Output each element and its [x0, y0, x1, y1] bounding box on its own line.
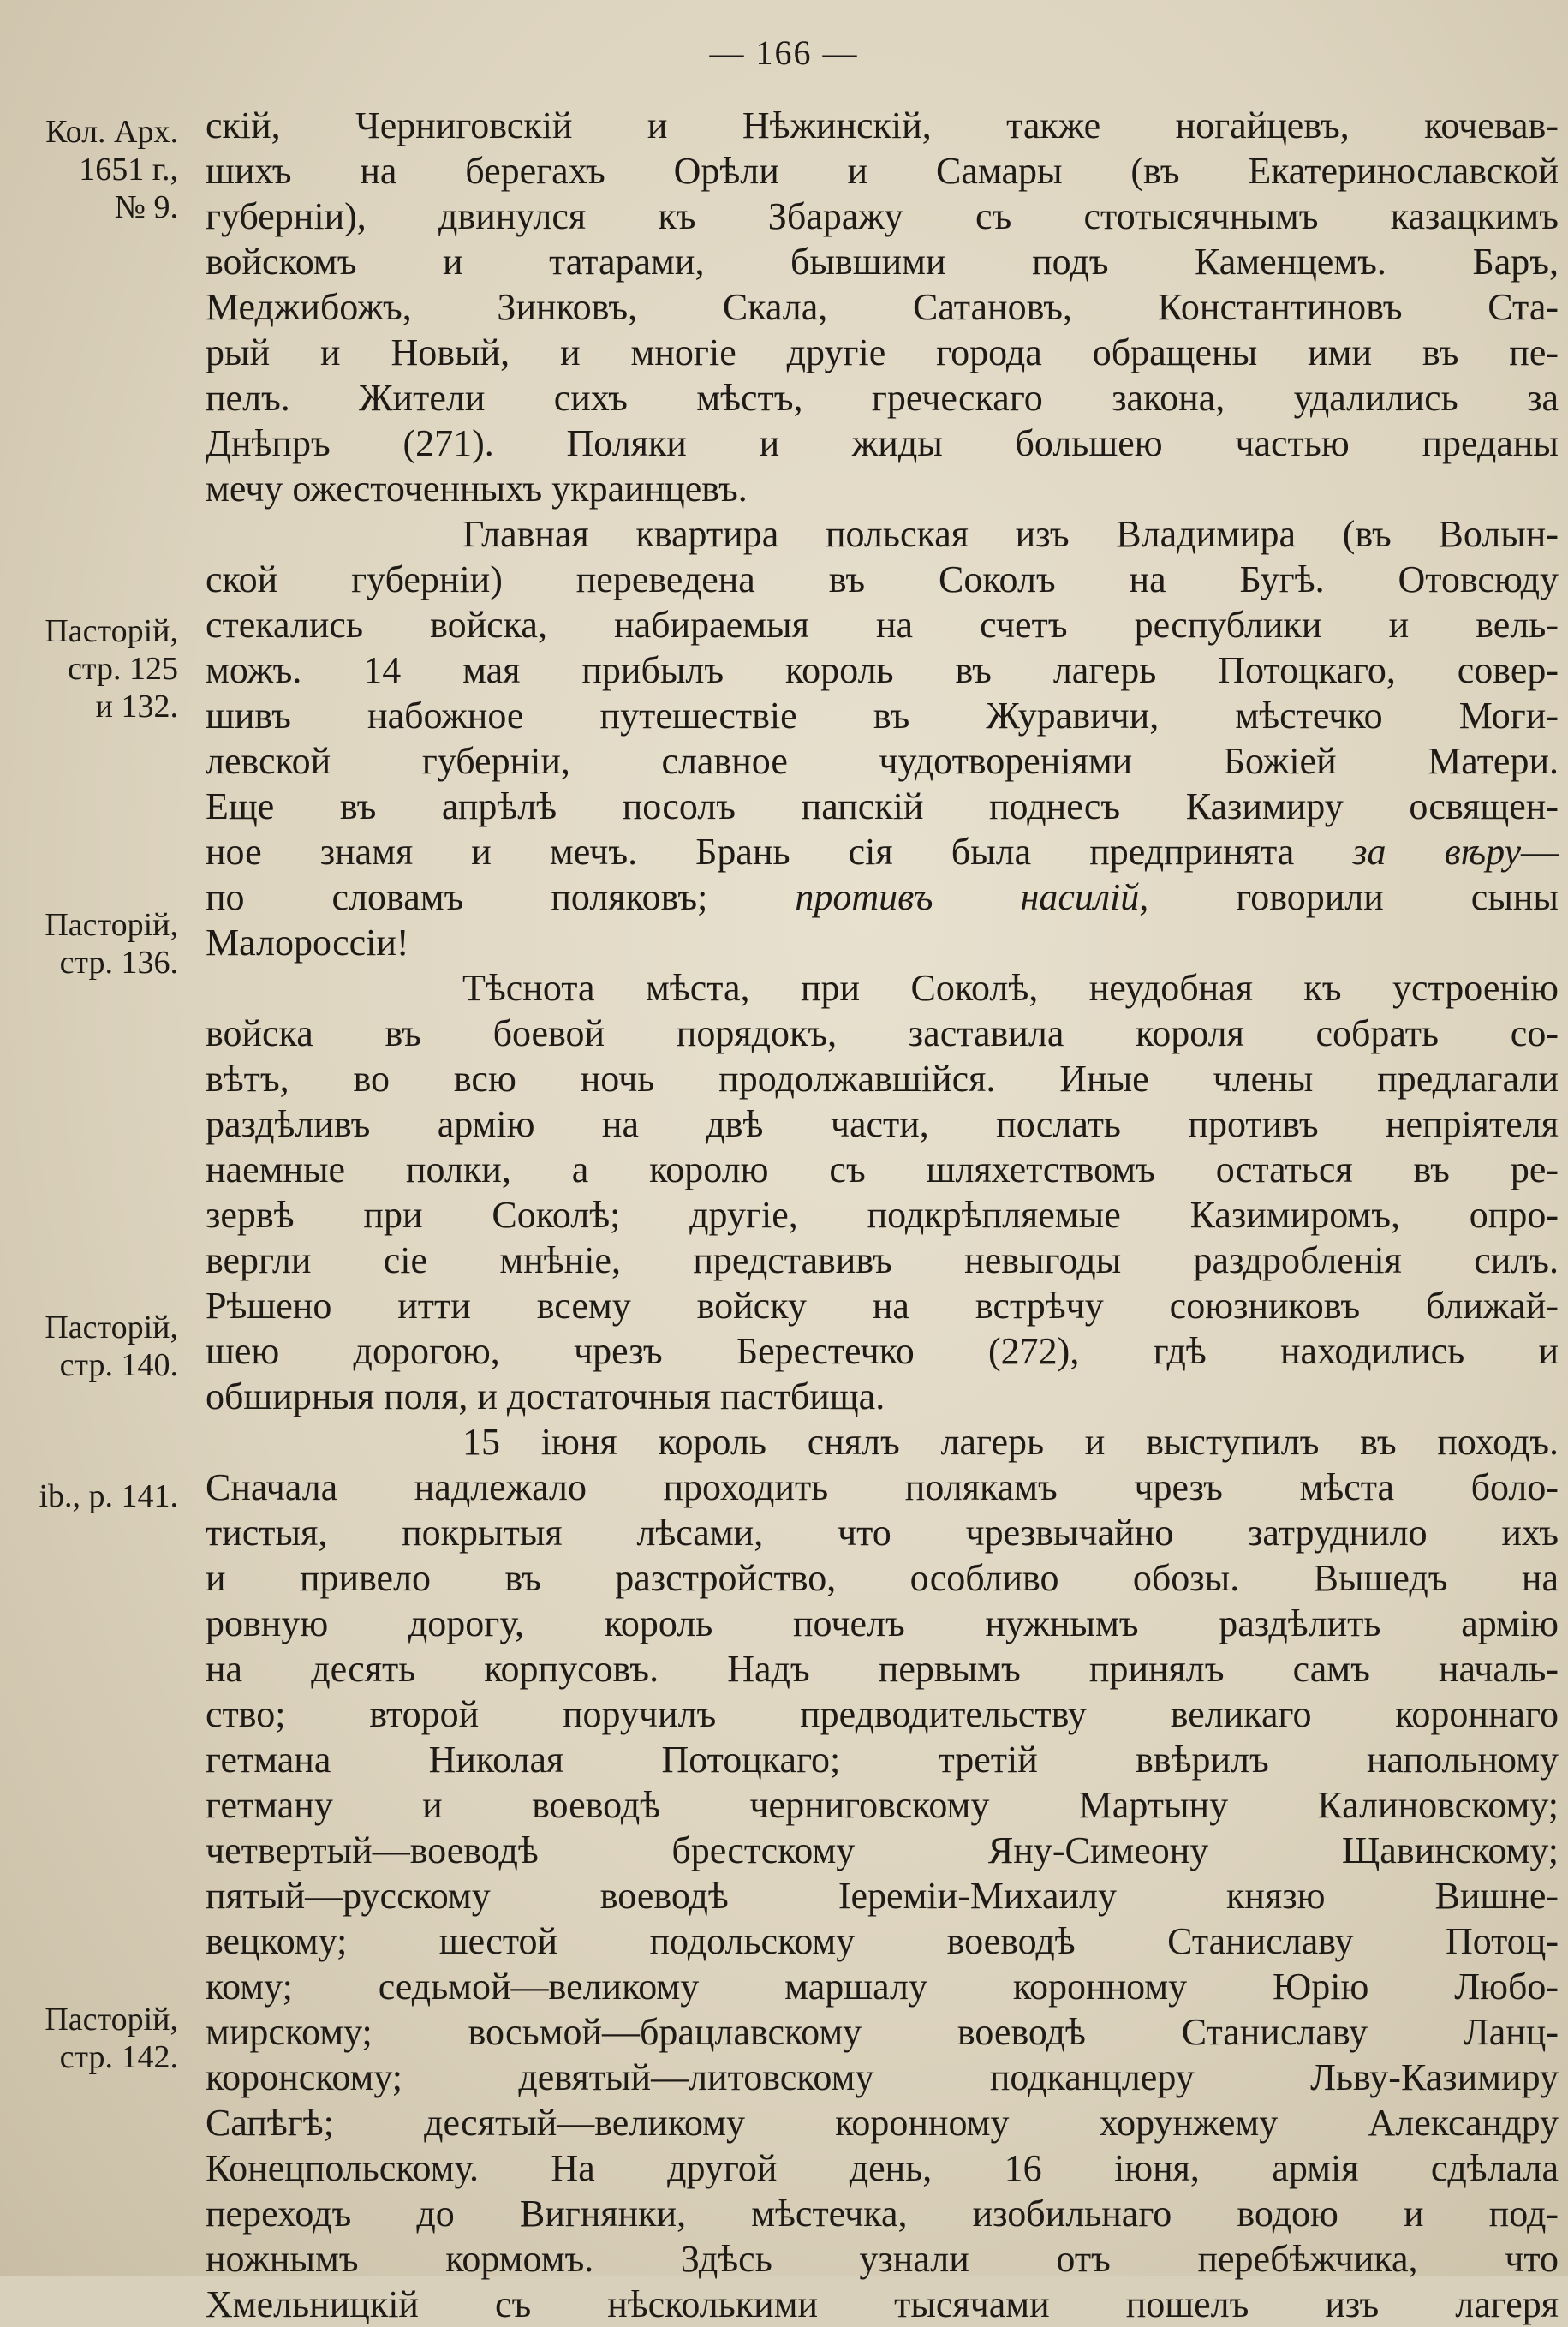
text-line: рый и Новый, и многіе другіе города обращены ими въ пе-	[206, 331, 1559, 373]
text-line: Меджибожъ, Зинковъ, Скала, Сатановъ, Константиновъ Ста-	[206, 286, 1559, 328]
text-line: скій, Черниговскій и Нѣжинскій, также ногайцевъ, кочевав-	[206, 104, 1559, 146]
text-line: тистыя, покрытыя лѣсами, что чрезвычайно затруднило ихъ	[206, 1512, 1559, 1554]
paragraph-2	[206, 511, 1559, 965]
text-line: Конецпольскому. На другой день, 16 іюня, армія сдѣлала	[206, 2147, 1559, 2189]
margin-note-line: Пасторій,	[45, 613, 178, 649]
paragraph-3	[206, 965, 1559, 1419]
text-line: мирскому; восьмой—брацлавскому воеводѣ Станиславу Ланц-	[206, 2011, 1559, 2053]
text-line: пелъ. Жители сихъ мѣстъ, греческаго закона, удалились за	[206, 377, 1559, 419]
text-line: Днѣпръ (271). Поляки и жиды большею частью преданы	[206, 422, 1559, 464]
text-line: вергли сіе мнѣніе, представивъ невыгоды раздробленія силъ.	[206, 1239, 1559, 1281]
text-line: гетмана Николая Потоцкаго; третій ввѣрилъ напольному	[206, 1739, 1559, 1781]
text-line: стекались войска, набираемыя на счетъ республики и вель-	[206, 604, 1559, 646]
margin-note-pastorius-142	[0, 2001, 178, 2076]
margin-note-line: Пасторій,	[45, 907, 178, 943]
text-line: можъ. 14 мая прибылъ король въ лагерь Потоцкаго, совер-	[206, 649, 1559, 691]
page-number: — 166 —	[709, 33, 859, 72]
text-line: мечу ожесточенныхъ украинцевъ.	[206, 468, 748, 510]
text-line: обширныя поля, и достаточныя пастбища.	[206, 1375, 885, 1417]
margin-note-line: и 132.	[95, 689, 178, 725]
text-line: Рѣшено итти всему войску на встрѣчу союзниковъ ближай-	[206, 1285, 1559, 1327]
margin-note-line: 1651 г.,	[79, 152, 178, 188]
margin-note-pastorius-125	[0, 612, 178, 725]
text-line: гетману и воеводѣ черниговскому Мартыну Калиновскому;	[206, 1784, 1559, 1826]
margin-note-line: стр. 142.	[59, 2039, 178, 2075]
text-line: кому; седьмой—великому маршалу коронному Юрію Любо-	[206, 1966, 1559, 2008]
margin-note-line: стр. 125	[68, 651, 178, 687]
margin-note-line: стр. 136.	[59, 945, 178, 981]
text-line: Сапѣгѣ; десятый—великому коронному хорунжему Александру	[206, 2102, 1559, 2144]
text-line: коронскому; девятый—литовскому подканцлеру Льву-Казимиру	[206, 2056, 1559, 2098]
margin-note-kol-arch	[0, 113, 178, 226]
text-line: Сначала надлежало проходить полякамъ чрезъ мѣста боло-	[206, 1466, 1559, 1508]
margin-note-line: Пасторій,	[45, 1310, 178, 1345]
text-line: шивъ набожное путешествіе въ Журавичи, мѣстечко Моги-	[206, 695, 1559, 737]
text-line: наемные полки, а королю съ шляхетствомъ остаться въ ре-	[206, 1149, 1559, 1190]
text-line: войска въ боевой порядокъ, заставила короля собрать со-	[206, 1012, 1559, 1054]
text-line: ное знамя и мечъ. Брань сія была предпринята за вѣру—	[206, 831, 1559, 873]
text-line: ство; второй поручилъ предводительству великаго короннаго	[206, 1693, 1559, 1735]
text-line: Главная квартира польская изъ Владимира (въ Волын-	[462, 513, 1559, 555]
text-line: по словамъ поляковъ; противъ насилій, говорили сыны	[206, 876, 1559, 918]
text-line: ровную дорогу, король почелъ нужнымъ раздѣлить армію	[206, 1602, 1559, 1644]
margin-note-line: Пасторій,	[45, 2002, 178, 2038]
text-line: вѣтъ, во всю ночь продолжавшійся. Иные члены предлагали	[206, 1058, 1559, 1100]
text-line: раздѣливъ армію на двѣ части, послать противъ непріятеля	[206, 1103, 1559, 1145]
margin-note-ib-141	[0, 1477, 178, 1515]
margin-note-line: № 9.	[114, 189, 178, 225]
margin-note-line: Кол. Арх.	[45, 114, 178, 150]
text-line: войскомъ и татарами, бывшими подъ Каменцемъ. Баръ,	[206, 241, 1559, 283]
text-line: Тѣснота мѣста, при Соколѣ, неудобная къ устроенію	[462, 967, 1559, 1009]
text-line: четвертый—воеводѣ брестскому Яну-Симеону Щавинскому;	[206, 1829, 1559, 1871]
text-line: ножнымъ кормомъ. Здѣсь узнали отъ перебѣжчика, что	[206, 2238, 1559, 2280]
text-line: 15 іюня король снялъ лагерь и выступилъ въ походъ.	[462, 1421, 1559, 1463]
text-line: вецкому; шестой подольскому воеводѣ Станиславу Потоц-	[206, 1920, 1559, 1962]
margin-note-pastorius-136	[0, 906, 178, 982]
text-line: губерніи), двинулся къ Збаражу съ стотысячнымъ казацкимъ	[206, 195, 1559, 237]
text-line: зервѣ при Соколѣ; другіе, подкрѣпляемые Казимиромъ, опро-	[206, 1194, 1559, 1236]
text-line: Еще въ апрѣлѣ посолъ папскій поднесъ Казимиру освящен-	[206, 785, 1559, 827]
text-line: пятый—русскому воеводѣ Іереміи-Михаилу князю Вишне-	[206, 1875, 1559, 1917]
margin-note-pastorius-140	[0, 1309, 178, 1384]
text-line: шею дорогою, чрезъ Берестечко (272), гдѣ находились и	[206, 1330, 1559, 1372]
text-line: левской губерніи, славное чудотвореніями Божіей Матери.	[206, 740, 1559, 782]
text-line: Хмельницкій съ нѣсколькими тысячами пошелъ изъ лагеря	[206, 2283, 1559, 2325]
paragraph-1	[206, 103, 1559, 511]
paragraph-4	[206, 1419, 1559, 2327]
margin-note-line: стр. 140.	[59, 1347, 178, 1383]
text-line: на десять корпусовъ. Надъ первымъ принялъ самъ началь-	[206, 1648, 1559, 1690]
margin-note-line: ib., p. 141.	[39, 1478, 178, 1514]
text-line: переходъ до Вигнянки, мѣстечка, изобильнаго водою и под-	[206, 2193, 1559, 2235]
text-line: Малороссіи!	[206, 922, 409, 964]
text-line: и привело въ разстройство, особливо обозы. Вышедъ на	[206, 1557, 1559, 1599]
text-body	[206, 103, 1559, 2327]
text-line: шихъ на берегахъ Орѣли и Самары (въ Екатеринославской	[206, 150, 1559, 192]
text-line: ской губерніи) переведена въ Соколъ на Бугѣ. Отовсюду	[206, 558, 1559, 600]
